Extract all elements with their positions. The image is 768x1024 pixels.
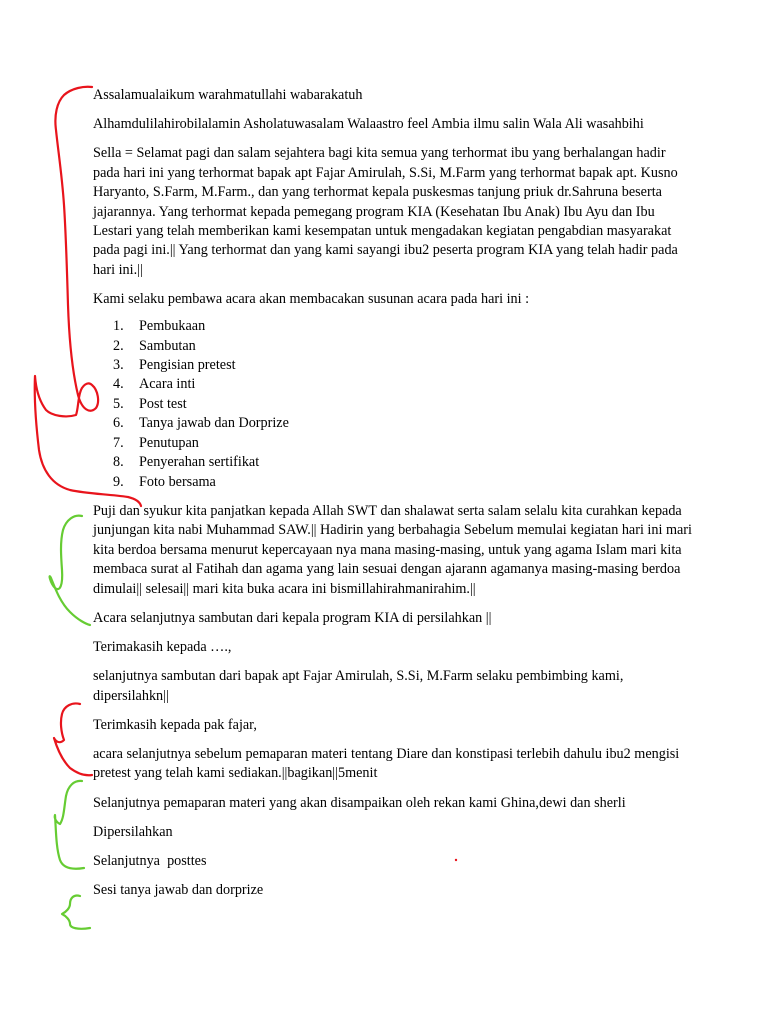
pretest-paragraph: acara selanjutnya sebelum pemaparan materi tentang Diare dan konstipasi terlebih dahulu ibu2 mengisi pretest yang telah kami sediakan.||bagikan||5menit bbox=[93, 745, 680, 782]
agenda-item-number: 2. bbox=[113, 337, 124, 354]
agenda-item bbox=[93, 414, 693, 433]
agenda-list bbox=[93, 317, 693, 492]
agenda-item bbox=[93, 337, 693, 356]
agenda-item bbox=[93, 356, 693, 375]
agenda-item-number: 3. bbox=[113, 357, 124, 374]
terimakasih-line-2: Terimkasih kepada pak fajar, bbox=[93, 716, 257, 733]
agenda-item bbox=[93, 453, 693, 472]
green-bracket-annotation-1 bbox=[50, 516, 90, 625]
agenda-item-number: 5. bbox=[113, 395, 124, 412]
dipersilahkan-line: Dipersilahkan bbox=[93, 823, 173, 840]
document-body bbox=[93, 86, 693, 910]
agenda-item bbox=[93, 317, 693, 336]
tanya-jawab-line: Sesi tanya jawab dan dorprize bbox=[93, 882, 264, 899]
agenda-item-text: Acara inti bbox=[139, 376, 196, 393]
doa-paragraph: Puji dan syukur kita panjatkan kepada Allah SWT dan shalawat serta salam selalu kita curahkan kepada junjungan kita nabi Muhammad SAW.|| Hadirin yang berbahagia Sebelum memulai kegiatan hari ini mari kita berdoa bersama menurut kepercayaan nya mana masing-masing, untuk yang agama Islam mari kita membaca surat al Fatihah dan agama yang lain sesuai dengan ajarann agamanya masing-masing berdoa dimulai|| selesai|| mari kita buka acara ini bismillahirahmanirahim.|| bbox=[93, 502, 692, 597]
agenda-item-number: 9. bbox=[113, 473, 124, 490]
agenda-item-text: Penyerahan sertifikat bbox=[139, 454, 260, 471]
greeting-line: Assalamualaikum warahmatullahi wabarakatuh bbox=[93, 87, 363, 103]
agenda-item-number: 1. bbox=[113, 318, 124, 335]
red-bracket-annotation-2 bbox=[54, 703, 92, 775]
agenda-item bbox=[93, 434, 693, 453]
agenda-intro: Kami selaku pembawa acara akan membacakan susunan acara pada hari ini : bbox=[93, 291, 530, 308]
agenda-item-text: Tanya jawab dan Dorprize bbox=[139, 415, 289, 432]
materi-line: Selanjutnya pemaparan materi yang akan disampaikan oleh rekan kami Ghina,dewi dan sherli bbox=[93, 794, 626, 811]
agenda-item-text: Foto bersama bbox=[139, 473, 216, 490]
agenda-item-number: 4. bbox=[113, 376, 124, 393]
green-bracket-annotation-2 bbox=[55, 781, 84, 869]
terimakasih-line-1: Terimakasih kepada …., bbox=[93, 638, 232, 655]
agenda-item bbox=[93, 375, 693, 394]
agenda-item-text: Penutupan bbox=[139, 434, 199, 451]
agenda-item-text: Sambutan bbox=[139, 337, 196, 354]
sambutan-fajar-paragraph: selanjutnya sambutan dari bapak apt Fajar Amirulah, S.Si, M.Farm selaku pembimbing kami, dipersilahkn|| bbox=[93, 668, 624, 704]
green-bracket-annotation-3 bbox=[62, 895, 90, 928]
agenda-item-text: Post test bbox=[139, 395, 187, 412]
posttes-line: Selanjutnya posttes bbox=[93, 852, 207, 869]
agenda-item-number: 8. bbox=[113, 454, 124, 471]
opening-paragraph: Alhamdulilahirobilalamin Asholatuwasalam Walaastro feel Ambia ilmu salin Wala Ali wasahbihi bbox=[93, 116, 644, 133]
sella-paragraph: Sella = Selamat pagi dan salam sejahtera bagi kita semua yang terhormat ibu yang berhalangan hadir pada hari ini yang terhormat bapak apt Fajar Amirulah, S.Si, M.Farm yang terhormat bapak apt. Kusno Haryanto, S.Farm, M.Farm., dan yang terhormat kepala puskesmas tanjung priuk dr.Sahruna beserta jajarannya. Yang terhormat kepada pemegang program KIA (Kesehatan Ibu Anak) Ibu Ayu dan Ibu Lestari yang telah memberikan kami kesempatan untuk mengadakan kegiatan pengabdian masyarakat pada pagi ini.|| Yang terhormat dan yang kami sayangi ibu2 peserta program KIA yang telah hadir pada hari ini.|| bbox=[93, 145, 678, 278]
sambutan-kia-line: Acara selanjutnya sambutan dari kepala program KIA di persilahkan || bbox=[93, 609, 492, 626]
agenda-item-number: 6. bbox=[113, 415, 124, 432]
agenda-item bbox=[93, 473, 693, 492]
agenda-item-text: Pembukaan bbox=[139, 318, 206, 335]
agenda-item bbox=[93, 395, 693, 414]
agenda-item-number: 7. bbox=[113, 434, 124, 451]
agenda-item-text: Pengisian pretest bbox=[139, 357, 236, 374]
